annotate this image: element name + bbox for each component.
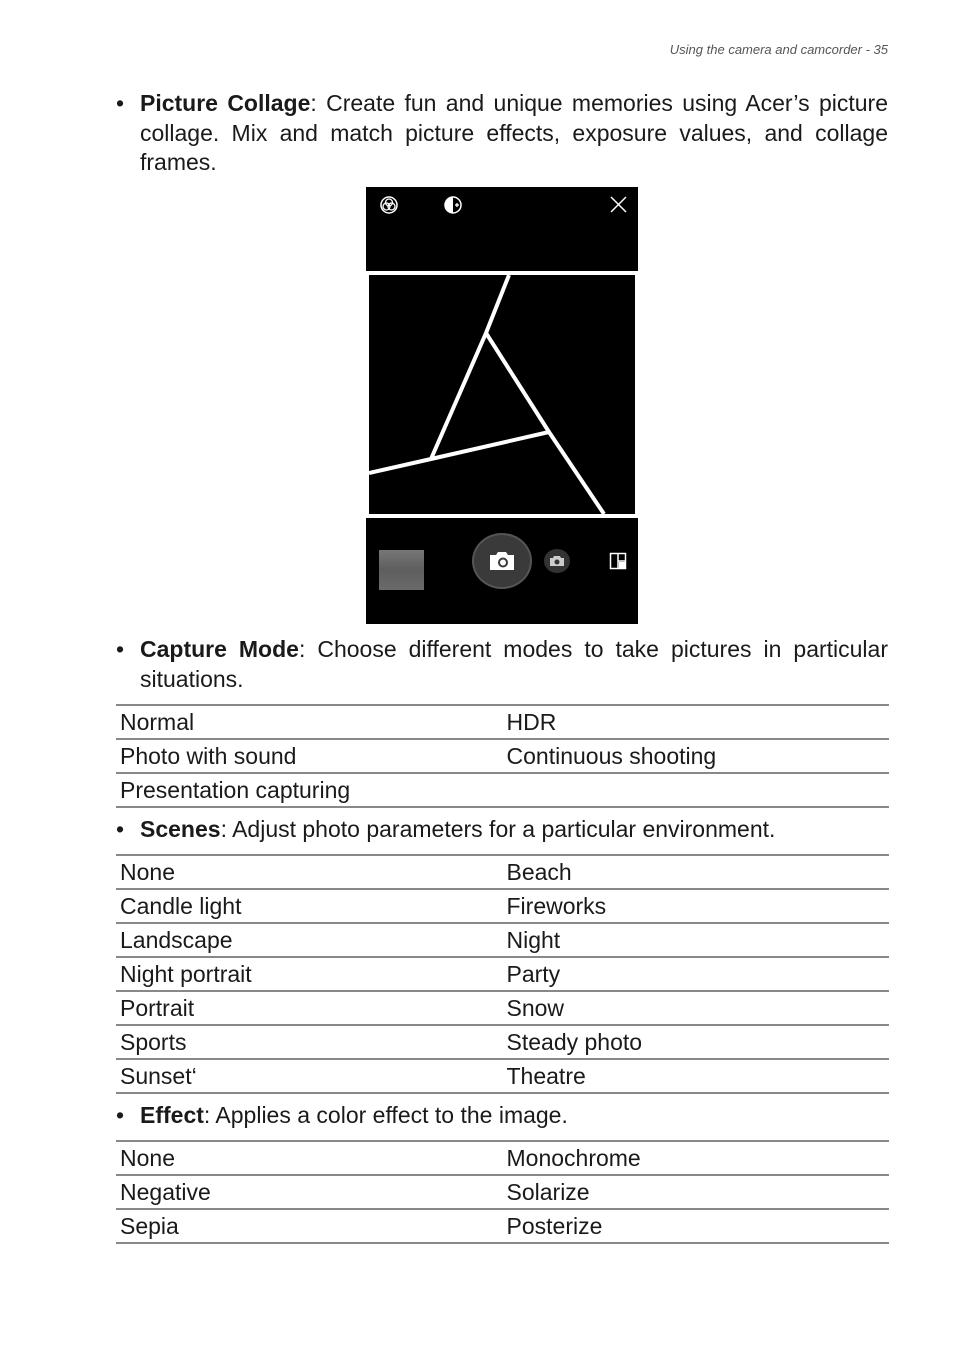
table-cell: Candle light: [116, 889, 503, 923]
table-row: [116, 739, 889, 773]
close-icon[interactable]: [609, 195, 628, 214]
table-cell: Snow: [503, 991, 890, 1025]
bullet-term: Scenes: [140, 816, 221, 842]
gallery-thumbnail[interactable]: [379, 550, 424, 590]
table-cell: Normal: [116, 705, 503, 739]
camera-top-bar: [366, 187, 638, 271]
capture-mode-table: [116, 704, 889, 808]
table-row: [116, 1141, 889, 1175]
bullet-dot: •: [116, 816, 125, 842]
table-cell: None: [116, 855, 503, 889]
table-row: [116, 1059, 889, 1093]
table-cell: Negative: [116, 1175, 503, 1209]
bullet-capture-mode: [116, 635, 888, 694]
table-row: [116, 855, 889, 889]
table-cell: Photo with sound: [116, 739, 503, 773]
bullet-dot: •: [116, 90, 125, 116]
table-cell: Portrait: [116, 991, 503, 1025]
exposure-icon[interactable]: [443, 195, 463, 215]
collage-frame-icon[interactable]: [609, 552, 627, 570]
effects-icon[interactable]: [379, 195, 399, 215]
table-row: [116, 773, 889, 807]
table-row: [116, 957, 889, 991]
bullet-description: : Applies a color effect to the image.: [203, 1102, 568, 1128]
switch-camera-icon: [548, 553, 566, 569]
table-row: [116, 1209, 889, 1243]
table-row: [116, 1025, 889, 1059]
table-cell: Landscape: [116, 923, 503, 957]
bullet-term: Picture Collage: [140, 90, 311, 116]
effect-table: [116, 1140, 889, 1244]
camera-bottom-bar: [366, 518, 638, 624]
bullet-dot: •: [116, 636, 125, 662]
bullet-scenes: [116, 815, 888, 845]
collage-frame-lines: [369, 275, 635, 514]
table-cell: Party: [503, 957, 890, 991]
table-cell: Steady photo: [503, 1025, 890, 1059]
table-row: [116, 1175, 889, 1209]
bullet-description: : Choose different modes to take pictures in particular situations.: [140, 636, 888, 692]
camera-icon: [488, 549, 516, 573]
table-cell: None: [116, 1141, 503, 1175]
bullet-description: : Create fun and unique memories using Acer’s picture collage. Mix and match picture effects, exposure values, and collage frames.: [140, 90, 888, 175]
shutter-button[interactable]: [472, 533, 532, 589]
table-cell: HDR: [503, 705, 890, 739]
table-cell: Presentation capturing: [116, 773, 503, 807]
table-cell: Beach: [503, 855, 890, 889]
scenes-table: [116, 854, 889, 1094]
table-cell: Night: [503, 923, 890, 957]
bullet-picture-collage: [116, 89, 888, 178]
table-cell: Posterize: [503, 1209, 890, 1243]
table-row: [116, 889, 889, 923]
table-cell: Theatre: [503, 1059, 890, 1093]
table-cell: Sunset‘: [116, 1059, 503, 1093]
bullet-term: Effect: [140, 1102, 204, 1128]
table-cell: Solarize: [503, 1175, 890, 1209]
table-cell: [503, 773, 890, 807]
bullet-term: Capture Mode: [140, 636, 299, 662]
table-row: [116, 923, 889, 957]
table-cell: Monochrome: [503, 1141, 890, 1175]
table-cell: Night portrait: [116, 957, 503, 991]
switch-camera-button[interactable]: [544, 549, 570, 573]
bullet-dot: •: [116, 1102, 125, 1128]
picture-collage-screenshot: [366, 187, 638, 624]
collage-frame-preview: [369, 275, 635, 514]
table-cell: Continuous shooting: [503, 739, 890, 773]
table-row: [116, 991, 889, 1025]
running-header: Using the camera and camcorder - 35: [669, 42, 888, 57]
bullet-effect: [116, 1101, 888, 1131]
table-row: [116, 705, 889, 739]
table-cell: Sepia: [116, 1209, 503, 1243]
table-cell: Sports: [116, 1025, 503, 1059]
bullet-description: : Adjust photo parameters for a particular environment.: [220, 816, 776, 842]
table-cell: Fireworks: [503, 889, 890, 923]
